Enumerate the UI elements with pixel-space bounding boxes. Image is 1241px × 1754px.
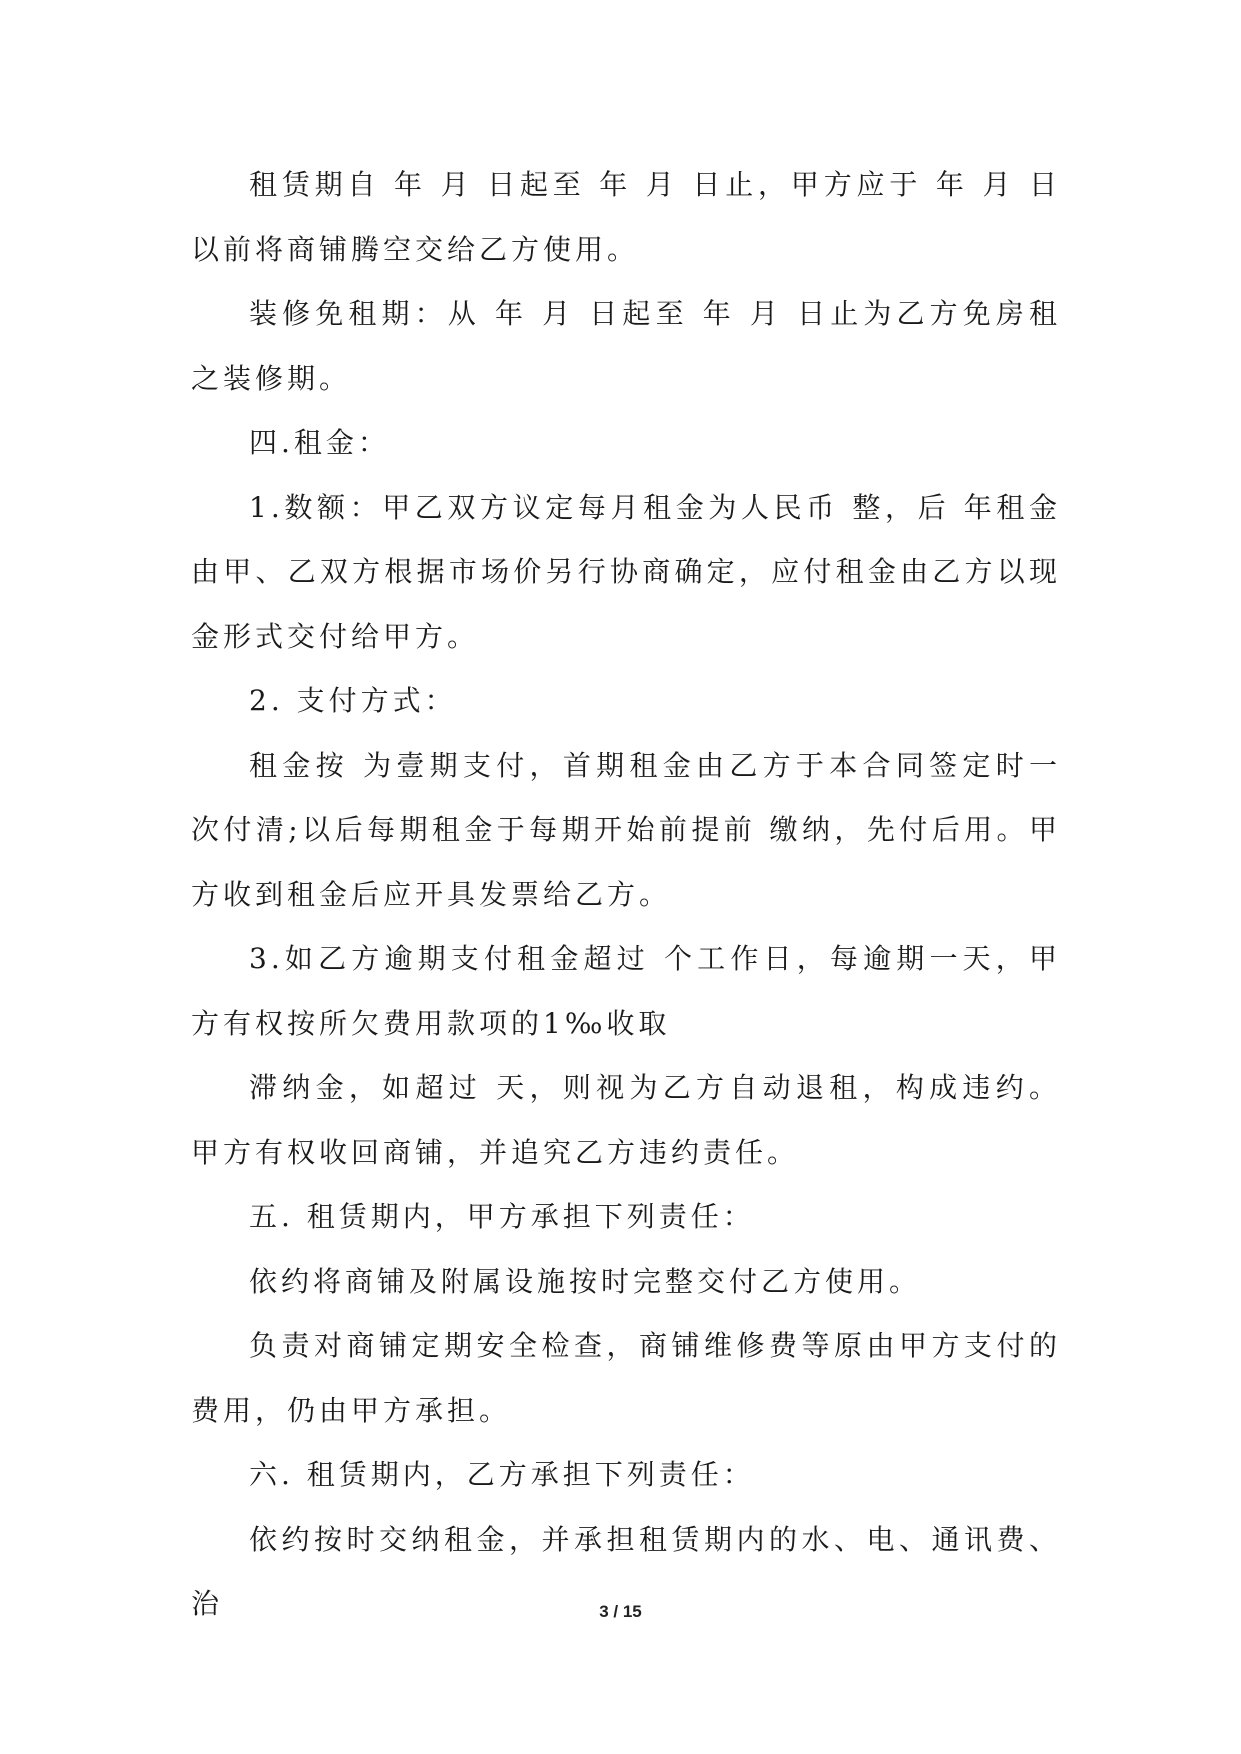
paragraph-lease-term: 租赁期自 年 月 日起至 年 月 日止，甲方应于 年 月 日以前将商铺腾空交给乙方使用。 [191, 168, 1061, 266]
document-body [191, 153, 1061, 1637]
paragraph-party-a-duty-2: 负责对商铺定期安全检查，商铺维修费等原由甲方支付的费用，仍由甲方承担。 [191, 1329, 1061, 1427]
paragraph-late-fee: 滞纳金，如超过 天，则视为乙方自动退租，构成违约。甲方有权收回商铺，并追究乙方违约责任。 [191, 1071, 1061, 1169]
paragraph-rent-amount: 1.数额：甲乙双方议定每月租金为人民币 整，后 年租金由甲、乙双方根据市场价另行协商确定，应付租金由乙方以现金形式交付给甲方。 [191, 490, 1061, 653]
page-number: 3 / 15 [599, 1602, 642, 1621]
paragraph-party-a-duty-1: 依约将商铺及附属设施按时完整交付乙方使用。 [249, 1264, 922, 1298]
paragraph-renovation-period: 装修免租期：从 年 月 日起至 年 月 日止为乙方免房租之装修期。 [191, 297, 1061, 395]
section-heading-party-b-duties: 六. 租赁期内，乙方承担下列责任： [249, 1458, 755, 1491]
paragraph-late-payment: 3.如乙方逾期支付租金超过 个工作日，每逾期一天，甲方有权按所欠费用款项的1‰收取 [191, 942, 1061, 1040]
paragraph-payment-terms: 租金按 为壹期支付，首期租金由乙方于本合同签定时一次付清;以后每期租金于每期开始前提前 缴纳，先付后用。甲方收到租金后应开具发票给乙方。 [191, 748, 1061, 911]
section-heading-party-a-duties: 五. 租赁期内，甲方承担下列责任： [249, 1200, 755, 1233]
paragraph-party-b-duty-1: 依约按时交纳租金，并承担租赁期内的水、电、通讯费、治 [191, 1522, 1061, 1620]
section-heading-rent: 四.租金： [249, 426, 390, 459]
paragraph-payment-method-heading: 2. 支付方式： [249, 684, 457, 717]
